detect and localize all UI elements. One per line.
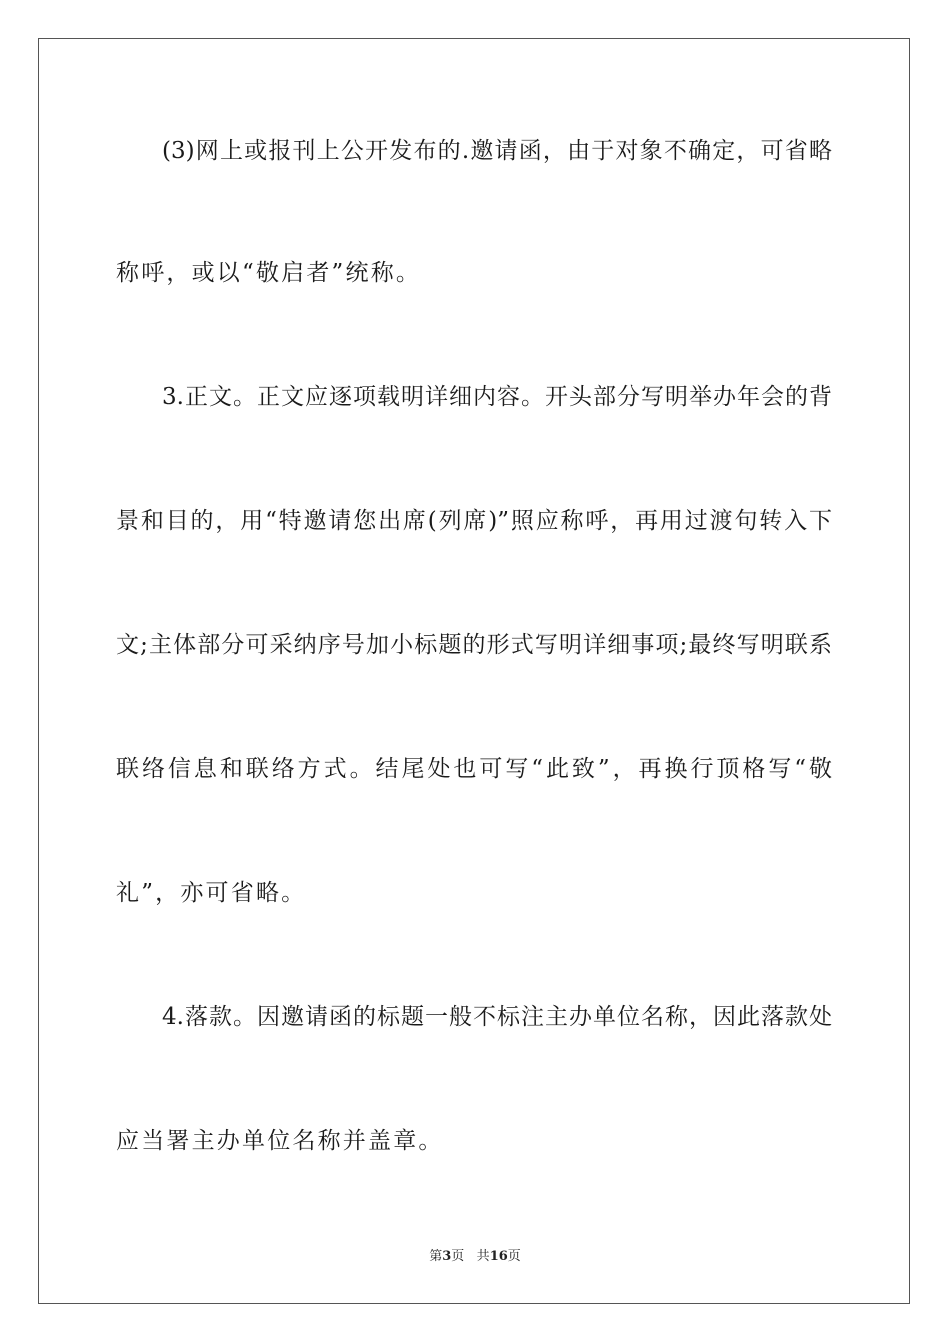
page-prefix: 第 — [429, 1249, 443, 1264]
paragraph-line: 联络信息和联络方式。结尾处也可写“此致”，再换行顶格写“敬 — [116, 756, 832, 782]
paragraph-line: 4.落款。因邀请函的标题一般不标注主办单位名称，因此落款处 — [162, 1004, 832, 1030]
paragraph-line: 景和目的，用“特邀请您出席(列席)”照应称呼，再用过渡句转入下 — [116, 508, 832, 534]
page-number: 3 — [442, 1249, 452, 1264]
page-footer — [0, 1248, 950, 1266]
paragraph-line: 应当署主办单位名称并盖章。 — [116, 1128, 444, 1154]
paragraph-line: 文;主体部分可采纳序号加小标题的形式写明详细事项;最终写明联系 — [116, 632, 832, 658]
page-border — [38, 38, 910, 1304]
total-suffix: 页 — [507, 1249, 521, 1264]
page-suffix: 页 — [451, 1249, 465, 1264]
paragraph-line: 称呼，或以“敬启者”统称。 — [116, 260, 422, 286]
paragraph-line: (3)网上或报刊上公开发布的.邀请函，由于对象不确定，可省略 — [162, 138, 832, 164]
total-pages: 16 — [489, 1249, 508, 1264]
paragraph-line: 3.正文。正文应逐项载明详细内容。开头部分写明举办年会的背 — [162, 384, 832, 410]
paragraph-line: 礼”，亦可省略。 — [116, 880, 307, 906]
total-prefix: 共 — [476, 1249, 490, 1264]
